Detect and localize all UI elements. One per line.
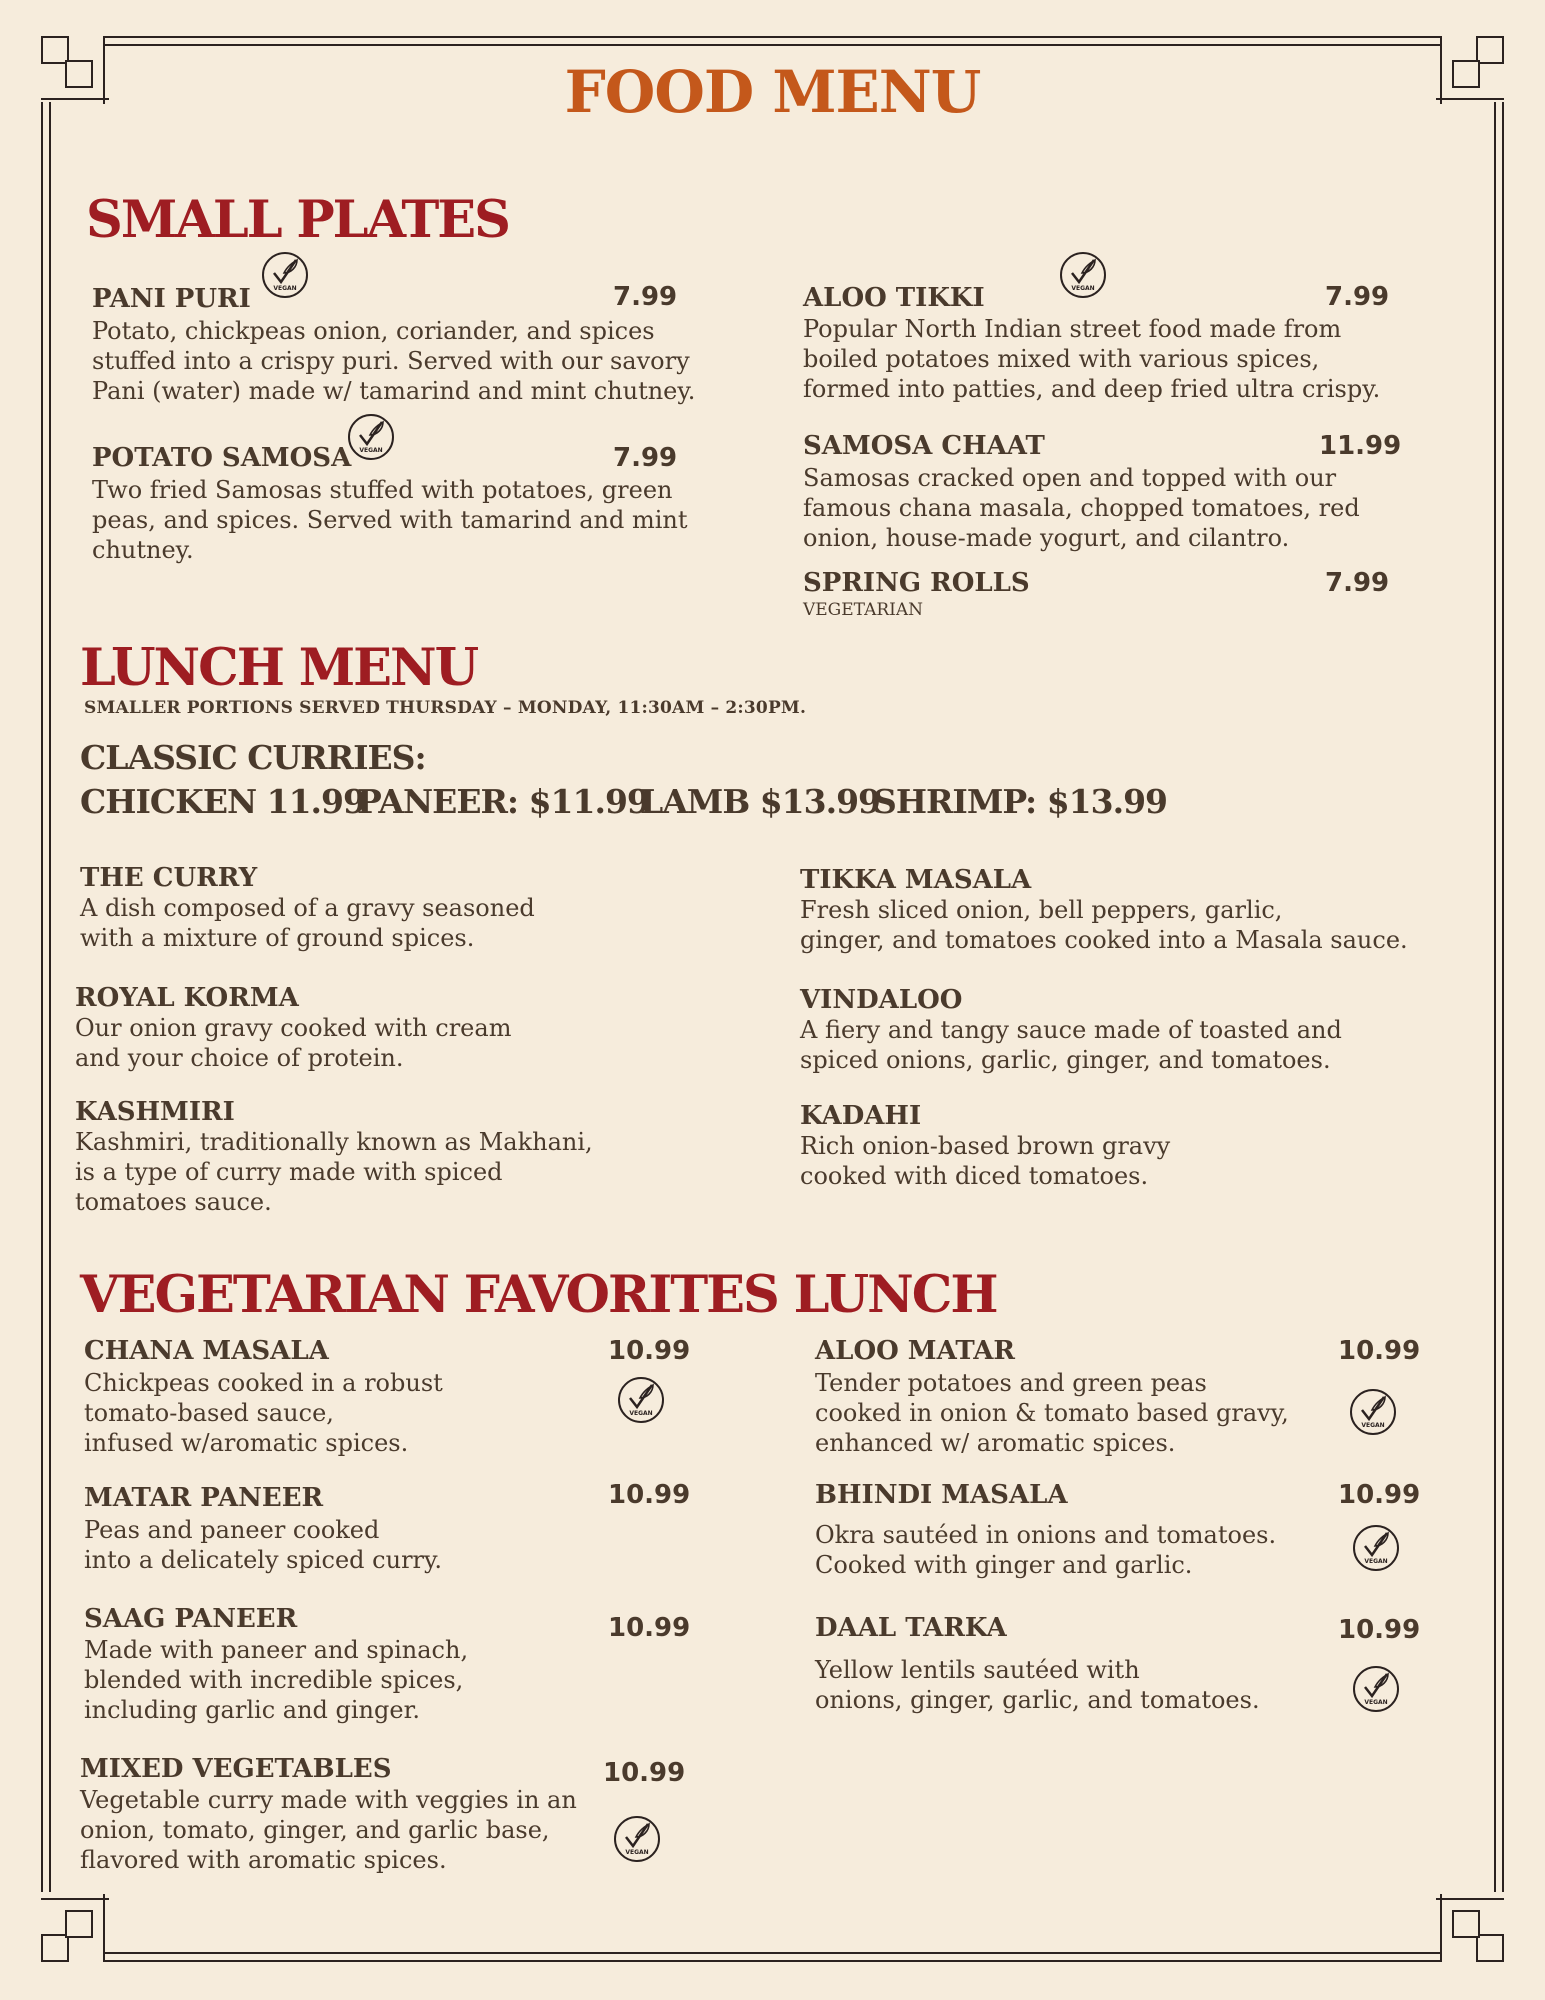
vegan-leaf-icon: VEGAN [1350, 1389, 1396, 1435]
item-name: TIKKA MASALA [800, 865, 1032, 895]
item-description: A dish composed of a gravy seasoned with a mixture of ground spices. [80, 894, 535, 952]
corner-ornament-bottom-right [1436, 1894, 1504, 1962]
item-name: POTATO SAMOSA [92, 443, 352, 473]
item-description: Peas and paneer cooked into a delicately spiced curry. [84, 1516, 443, 1574]
item-price: 7.99 [613, 443, 678, 473]
item-description: Kashmiri, traditionally known as Makhani, is a type of curry made with spiced tomatoes sauce. [75, 1128, 593, 1216]
item-name: BHINDI MASALA [815, 1480, 1068, 1510]
item-description: Samosas cracked open and topped with our famous chana masala, chopped tomatoes, red onion, house-made yogurt, and cilantro. [803, 464, 1360, 552]
protein-price-shrimp: SHRIMP: $13.99 [873, 782, 1168, 821]
protein-price-chicken: CHICKEN 11.99 [80, 782, 365, 821]
item-price: 10.99 [1338, 1336, 1421, 1366]
item-description: Yellow lentils sautéed with onions, ginger, garlic, and tomatoes. [815, 1656, 1260, 1714]
item-price: 10.99 [608, 1480, 691, 1510]
item-name: CHANA MASALA [84, 1336, 329, 1366]
item-description: Tender potatoes and green peas cooked in onion & tomato based gravy, enhanced w/ aromatic spices. [815, 1369, 1289, 1457]
item-description: Chickpeas cooked in a robust tomato-based sauce, infused w/aromatic spices. [84, 1369, 443, 1457]
item-description: Our onion gravy cooked with cream and your choice of protein. [75, 1014, 512, 1072]
item-price: 7.99 [1325, 568, 1390, 598]
vegan-leaf-icon: VEGAN [618, 1377, 664, 1423]
item-description: Made with paneer and spinach, blended with incredible spices, including garlic and ginger. [84, 1636, 469, 1724]
item-price: 7.99 [1325, 282, 1390, 312]
lunch-menu-subtitle: SMALLER PORTIONS SERVED THURSDAY – MONDAY, 11:30AM – 2:30PM. [84, 698, 807, 718]
vegan-leaf-icon: VEGAN [262, 252, 308, 298]
item-name: PANI PURI [92, 284, 251, 314]
item-description: Two fried Samosas stuffed with potatoes, green peas, and spices. Served with tamarind and mint chutney. [92, 476, 688, 564]
item-price: 10.99 [1338, 1480, 1421, 1510]
item-description: Rich onion-based brown gravy cooked with diced tomatoes. [800, 1132, 1171, 1190]
item-name: MATAR PANEER [84, 1483, 324, 1513]
vegan-leaf-icon: VEGAN [348, 414, 394, 460]
item-name: SAMOSA CHAAT [803, 431, 1045, 461]
item-name: ROYAL KORMA [75, 983, 299, 1013]
item-name: KASHMIRI [75, 1097, 235, 1127]
vegan-leaf-icon: VEGAN [1060, 252, 1106, 298]
protein-price-lamb: LAMB $13.99 [640, 782, 881, 821]
item-price: 7.99 [613, 282, 678, 312]
protein-price-paneer: PANEER: $11.99 [357, 782, 649, 821]
item-price: 10.99 [603, 1758, 686, 1788]
vegan-leaf-icon: VEGAN [1353, 1666, 1399, 1712]
item-description: Okra sautéed in onions and tomatoes. Cooked with ginger and garlic. [815, 1521, 1277, 1579]
corner-ornament-bottom-left [41, 1894, 109, 1962]
item-description: A fiery and tangy sauce made of toasted and spiced onions, garlic, ginger, and tomatoes. [800, 1016, 1342, 1074]
item-name: SPRING ROLLS [803, 568, 1030, 598]
item-name: ALOO MATAR [815, 1336, 1016, 1366]
item-price: 10.99 [608, 1336, 691, 1366]
vegan-leaf-icon: VEGAN [614, 1816, 660, 1862]
vegan-leaf-icon: VEGAN [1353, 1525, 1399, 1571]
item-name: DAAL TARKA [815, 1613, 1007, 1643]
classic-curries-label: CLASSIC CURRIES: [80, 738, 426, 777]
item-price: 10.99 [1338, 1615, 1421, 1645]
section-heading-lunch-menu: LUNCH MENU [80, 638, 478, 698]
section-heading-small-plates: SMALL PLATES [86, 190, 509, 250]
item-name: MIXED VEGETABLES [80, 1754, 392, 1784]
item-price: 10.99 [608, 1613, 691, 1643]
item-description: Potato, chickpeas onion, coriander, and spices stuffed into a crispy puri. Served with our savory Pani (water) made w/ tamarind and mint chutney. [92, 317, 696, 405]
menu-title: FOOD MENU [564, 58, 981, 126]
item-name: VINDALOO [800, 985, 963, 1015]
item-price: 11.99 [1319, 431, 1402, 461]
item-description: Fresh sliced onion, bell peppers, garlic, ginger, and tomatoes cooked into a Masala sauce. [800, 896, 1408, 954]
item-name: KADAHI [800, 1101, 922, 1131]
item-note: VEGETARIAN [803, 600, 924, 620]
item-description: Popular North Indian street food made from boiled potatoes mixed with various spices, formed into patties, and deep fried ultra crispy. [803, 315, 1381, 403]
item-name: SAAG PANEER [84, 1604, 298, 1634]
item-name: ALOO TIKKI [803, 283, 985, 313]
item-name: THE CURRY [80, 863, 258, 893]
section-heading-vegetarian-favorites: VEGETARIAN FAVORITES LUNCH [80, 1265, 997, 1325]
item-description: Vegetable curry made with veggies in an onion, tomato, ginger, and garlic base, flavored with aromatic spices. [80, 1786, 577, 1874]
